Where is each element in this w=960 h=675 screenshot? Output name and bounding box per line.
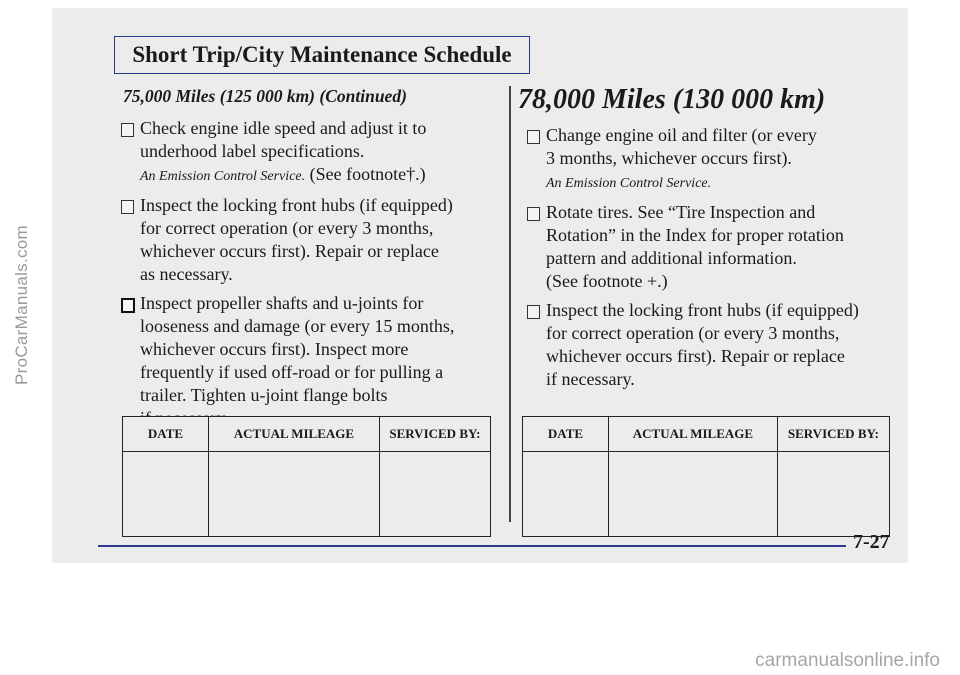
item-line: 3 months, whichever occurs first). bbox=[546, 148, 792, 168]
item-line: Check engine idle speed and adjust it to bbox=[140, 118, 427, 138]
item-line: looseness and damage (or every 15 months, bbox=[140, 316, 455, 336]
checkbox-icon[interactable] bbox=[121, 123, 134, 137]
item-line: as necessary. bbox=[140, 264, 233, 284]
page-number: 7-27 bbox=[853, 531, 890, 553]
footnote-ref: (See footnote†.) bbox=[309, 164, 426, 184]
emission-note: An Emission Control Service. bbox=[140, 169, 306, 184]
date-cell[interactable] bbox=[523, 452, 609, 537]
item-line: Inspect propeller shafts and u-joints for bbox=[140, 293, 424, 313]
service-log-table-left bbox=[122, 416, 491, 537]
footer-rule bbox=[98, 545, 846, 547]
table-row bbox=[123, 452, 491, 537]
column-divider bbox=[509, 86, 511, 522]
checklist-item bbox=[522, 201, 894, 293]
item-line: Inspect the locking front hubs (if equipped) bbox=[140, 195, 453, 215]
bottom-watermark: carmanualsonline.info bbox=[755, 650, 940, 671]
table-header-row bbox=[123, 417, 491, 452]
mileage-cell[interactable] bbox=[209, 452, 380, 537]
column-header-actual-mileage: ACTUAL MILEAGE bbox=[608, 417, 777, 452]
item-line: trailer. Tighten u-joint flange bolts bbox=[140, 385, 388, 405]
checkbox-icon[interactable] bbox=[527, 207, 540, 221]
column-header-date: DATE bbox=[523, 417, 609, 452]
emission-note: An Emission Control Service. bbox=[546, 176, 712, 191]
item-line: for correct operation (or every 3 months, bbox=[546, 323, 840, 343]
schedule-title-box bbox=[114, 36, 530, 74]
item-note-line bbox=[140, 163, 496, 188]
item-line: (See footnote +.) bbox=[546, 271, 668, 291]
item-line: underhood label specifications. bbox=[140, 141, 365, 161]
item-line: whichever occurs first). Inspect more bbox=[140, 339, 409, 359]
column-header-actual-mileage: ACTUAL MILEAGE bbox=[209, 417, 380, 452]
serviced-by-cell[interactable] bbox=[379, 452, 490, 537]
left-column bbox=[116, 86, 496, 436]
side-watermark-text: ProCarManuals.com bbox=[12, 224, 31, 386]
column-header-serviced-by: SERVICED BY: bbox=[379, 417, 490, 452]
section-heading-75000: 75,000 Miles (125 000 km) (Continued) bbox=[123, 86, 407, 106]
right-column bbox=[518, 84, 894, 397]
checklist-item bbox=[116, 194, 496, 286]
page-title: Short Trip/City Maintenance Schedule bbox=[132, 42, 512, 67]
checkbox-icon[interactable] bbox=[121, 298, 135, 313]
item-line: if necessary. bbox=[546, 369, 635, 389]
checklist-item bbox=[116, 292, 496, 430]
checkbox-icon[interactable] bbox=[527, 130, 540, 144]
section-heading-78000: 78,000 Miles (130 000 km) bbox=[518, 84, 826, 115]
item-line: Rotation” in the Index for proper rotation bbox=[546, 225, 844, 245]
checklist-item bbox=[116, 117, 496, 188]
item-line: frequently if used off-road or for pulling a bbox=[140, 362, 444, 382]
checkbox-icon[interactable] bbox=[121, 200, 134, 214]
column-header-date: DATE bbox=[123, 417, 209, 452]
column-header-serviced-by: SERVICED BY: bbox=[777, 417, 889, 452]
checkbox-icon[interactable] bbox=[527, 305, 540, 319]
service-log-table-right bbox=[522, 416, 890, 537]
checklist-item bbox=[522, 124, 894, 195]
item-line: Change engine oil and filter (or every bbox=[546, 125, 817, 145]
item-line: whichever occurs first). Repair or replace bbox=[546, 346, 845, 366]
item-line: Rotate tires. See “Tire Inspection and bbox=[546, 202, 816, 222]
item-line: whichever occurs first). Repair or replace bbox=[140, 241, 439, 261]
checklist-item bbox=[522, 299, 894, 391]
date-cell[interactable] bbox=[123, 452, 209, 537]
item-line: pattern and additional information. bbox=[546, 248, 797, 268]
item-line: for correct operation (or every 3 months, bbox=[140, 218, 434, 238]
item-note-line bbox=[546, 170, 894, 195]
side-watermark bbox=[2, 160, 42, 450]
serviced-by-cell[interactable] bbox=[777, 452, 889, 537]
table-header-row bbox=[523, 417, 890, 452]
mileage-cell[interactable] bbox=[608, 452, 777, 537]
table-row bbox=[523, 452, 890, 537]
item-line: Inspect the locking front hubs (if equipped) bbox=[546, 300, 859, 320]
